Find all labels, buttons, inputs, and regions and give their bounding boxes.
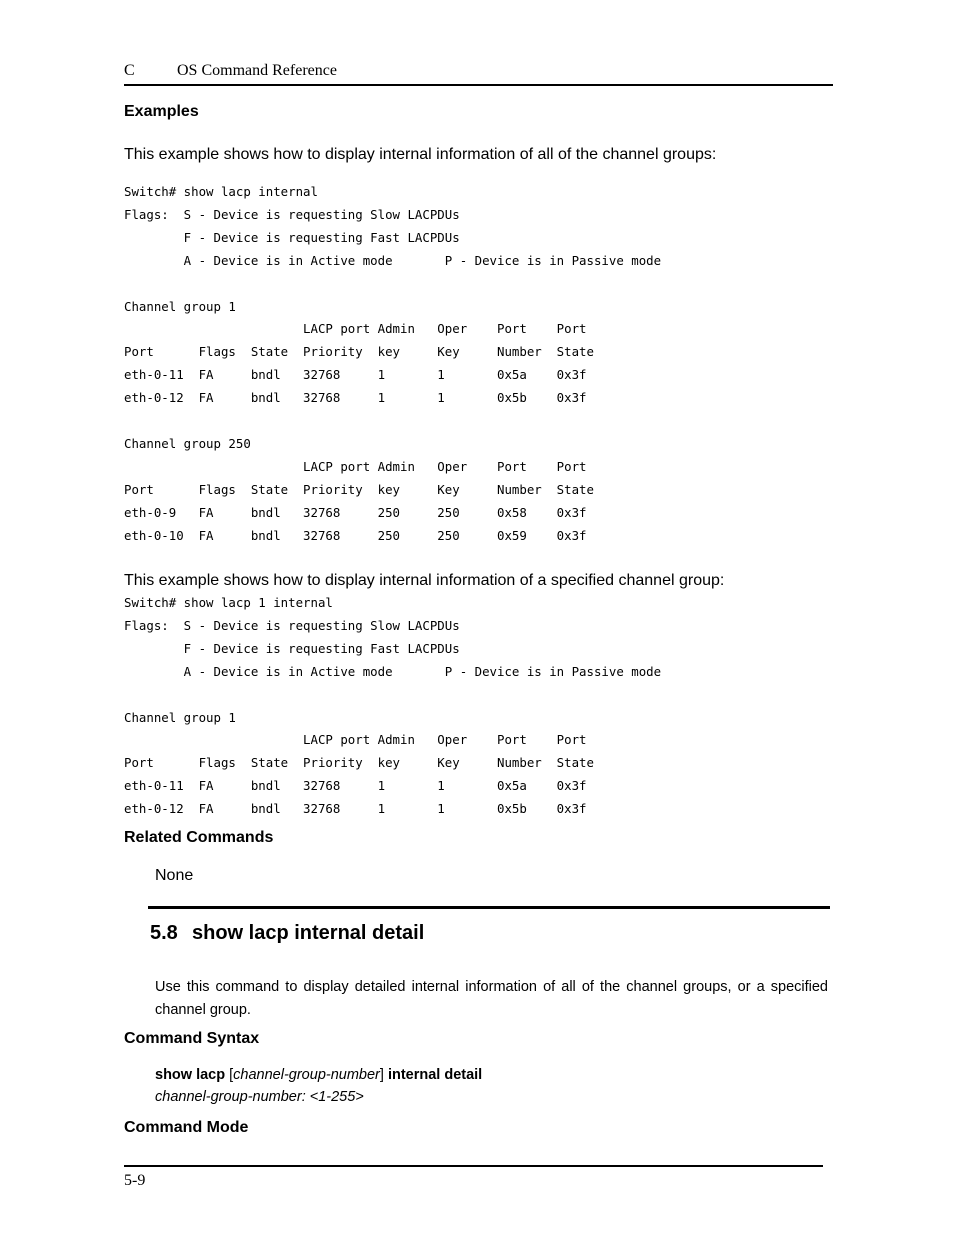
header-title: OS Command Reference [177,62,337,79]
example1-intro: This example shows how to display internal information of all of the channel groups: [124,146,717,163]
syntax-command: show lacp [155,1067,226,1083]
example2-intro: This example shows how to display internal information of a specified channel group: [124,572,725,589]
footer-divider [124,1165,823,1167]
header-chapter-letter: C [124,62,135,79]
syntax-tail: internal detail [387,1067,483,1083]
page-header [124,62,833,86]
example1-code-block: Switch# show lacp internal Flags: S - Device is requesting Slow LACPDUs F - Device is requesting Fast LACPDUs A - Device is in Active mode P - Device is in Passive mode Channel group 1 LACP port Admin Oper Port Port Port Flags State Priority key Key Number State eth-0-11 FA bndl 32768 1 1 0x5a 0x3f eth-0-12 FA bndl 32768 1 1 0x5b 0x3f Channel group 250 LACP port Admin Oper Port Port Port Flags State Priority key Key Number State eth-0-9 FA bndl 32768 250 250 0x58 0x3f eth-0-10 FA bndl 32768 250 250 0x59 0x3f [124,184,662,543]
command-syntax-heading: Command Syntax [124,1030,260,1047]
section-title: show lacp internal detail [192,922,425,944]
syntax-parameter-range: channel-group-number: <1-255> [155,1089,364,1105]
syntax-bracket-close: ] [379,1067,388,1083]
section-number: 5.8 [150,922,178,944]
example2-code-block: Switch# show lacp 1 internal Flags: S - Device is requesting Slow LACPDUs F - Device is requesting Fast LACPDUs A - Device is in Active mode P - Device is in Passive mode Channel group 1 LACP port Admin Oper Port Port Port Flags State Priority key Key Number State eth-0-11 FA bndl 32768 1 1 0x5a 0x3f eth-0-12 FA bndl 32768 1 1 0x5b 0x3f [124,595,662,817]
related-commands-heading: Related Commands [124,829,274,846]
command-syntax-line [155,1067,482,1083]
related-commands-value: None [155,867,194,884]
syntax-bracket-open: [ [225,1067,234,1083]
section-description: Use this command to display detailed internal information of all of the channel groups, or a specified channel group. [155,979,828,1018]
command-mode-heading: Command Mode [124,1119,249,1136]
examples-heading: Examples [124,103,199,120]
page-number: 5-9 [124,1172,146,1189]
syntax-parameter: channel-group-number [233,1067,380,1083]
section-heading [150,922,424,945]
section-divider [148,906,830,909]
